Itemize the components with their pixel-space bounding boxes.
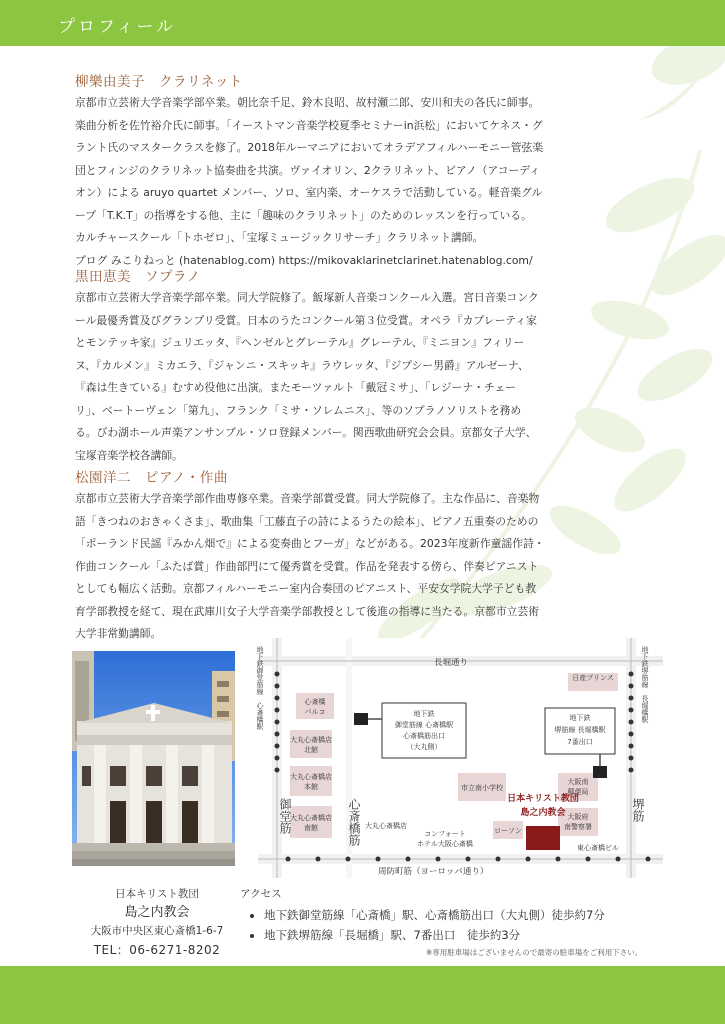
church-info: [62, 886, 252, 960]
profile-name: 黒田恵美 ソプラノ: [75, 269, 201, 285]
profile-line: 語「きつねのおきゃくさま」、歌曲集「工藤直子の詩によるうたの絵本」、ピアノ五重奏のための: [75, 514, 539, 528]
church-photo: [72, 651, 235, 866]
map-text: 堺筋線 長堀橋駅: [554, 726, 606, 734]
profile-line: 楽曲分析を佐竹裕介氏に師事。「イーストマン音楽学校夏季セミナーin浜松」においてケネス・グ: [75, 118, 543, 132]
access-item: • 地下鉄堺筋線「長堀橋」駅、7番出口 徒歩約3分: [264, 925, 680, 945]
access-item: • 地下鉄御堂筋線「心斎橋」駅、心斎橋筋出口（大丸側）徒歩約7分: [264, 905, 680, 925]
profile-line: カルチャースクール「トホゼロ」、「宝塚ミュージックリサーチ」クラリネット講師。: [75, 231, 484, 244]
map-text: 本館: [304, 783, 318, 791]
profile-line: 育学部教授を経て、現在武庫川女子大学音楽学部教授として後進の指導に当たる。京都市立芸術: [75, 604, 540, 618]
profile-line: 『森は生きている』むすめ役他に出演。またモーツァルト「戴冠ミサ」、「レジーナ・チェー: [75, 381, 517, 394]
map-text: 東心斎橋ビル: [577, 844, 619, 852]
profile-soprano: [75, 265, 635, 467]
map-text: 大丸心斎橋店: [290, 736, 332, 744]
header-bar: [0, 0, 725, 46]
profile-line: 京都市立芸術大学音楽学部卒業。同大学院修了。飯塚新人音楽コンクール入選。宮日音楽コンク: [75, 291, 539, 304]
church-tel: TEL：06-6271-8202: [93, 943, 221, 957]
map-text: 大阪府: [567, 813, 589, 821]
access-map: [258, 638, 663, 878]
profile-clarinet: [75, 70, 635, 272]
map-church-label: 日本キリスト教団: [507, 794, 579, 804]
map-church-label: 島之内教会: [520, 808, 566, 818]
map-block-daimaru-main: [290, 766, 332, 796]
map-text: 心斎橋筋出口: [403, 732, 445, 740]
map-text: 地下鉄御堂筋線 心斎橋駅: [256, 646, 264, 730]
map-text: ホテル大阪心斎橋: [417, 840, 473, 848]
profile-line: ヌ、『カルメン』ミカエラ、『ジャンニ・スキッキ』ラウレッタ、『ジプシー男爵』アルゼーナ、: [75, 358, 529, 372]
profile-line: 京都市立芸術大学音楽学部卒業。朝比奈千足、鈴木良昭、故村瀬二郎、安川和夫の各氏に師事。: [75, 96, 540, 109]
subway-exit-marker: [354, 713, 368, 725]
map-block-daimaru-south: [290, 806, 332, 838]
profile-body: [75, 488, 635, 646]
map-text: 地下鉄: [413, 710, 435, 718]
profile-line: ラント氏のマスタークラスを修了。2018年ルーマニアにおいてオラデアフィルハーモニー管弦楽: [75, 141, 544, 154]
map-text: ローソン: [494, 827, 522, 835]
map-label-nagahori: 長堀通り: [434, 658, 469, 668]
profile-name: 松園洋二 ピアノ・作曲: [75, 470, 228, 486]
map-text: 郵便局: [567, 788, 589, 796]
map-label-midosuji: 御堂筋: [278, 798, 292, 834]
map-text: 地下鉄: [569, 714, 591, 722]
profile-body: [75, 92, 635, 272]
profile-line: 団とフィンジのクラリネット協奏曲を共演。ヴァイオリン、2クラリネット、ピアノ（アコーディ: [75, 163, 541, 177]
map-text: 心斎橋: [304, 698, 326, 706]
access-section: [240, 886, 680, 957]
map-text: 御堂筋線 心斎橋駅: [394, 721, 454, 729]
profile-line: ブログ みこりねっと (hatenablog.com) https://mikovaklarinetclarinet.hatenablog.com/: [75, 253, 533, 267]
profile-line: 京都市立芸術大学音楽学部作曲専修卒業。音楽学部賞受賞。同大学院修了。主な作品に、音楽物: [75, 492, 540, 505]
parking-note: ※専用駐車場はございませんので最寄の駐車場をご利用下さい。: [426, 948, 643, 957]
subway-exit-marker: [593, 766, 607, 778]
map-label-shuhomachi: 周防町筋（ヨーロッパ通り）: [378, 867, 489, 877]
profile-name: 柳樂由美子 クラリネット: [75, 74, 243, 90]
profile-line: 作曲コンクール「ふたば賞」作曲部門にて優秀賞を受賞。作品を発表する傍ら、伴奏ピアニスト: [75, 559, 539, 573]
map-text: 日産プリンス: [572, 674, 614, 682]
map-text: パルコ: [304, 708, 326, 716]
access-heading: アクセス: [240, 888, 282, 900]
map-text: 大丸心斎橋店: [365, 822, 407, 830]
church-address: 大阪市中央区東心斎橋1-6-7: [90, 925, 224, 937]
profile-line: る。びわ湖ホール声楽アンサンブル・ソロ登録メンバー。関西歌曲研究会会員。京都女子大学、: [75, 426, 537, 439]
profile-line: リ」、ベートーヴェン「第九」、フランク「ミサ・ソレムニス」、等のソプラノソリストを務め: [75, 403, 522, 417]
map-label-shinsaibashisuji: 心斎橋筋: [347, 798, 361, 846]
map-text: 7番出口: [567, 738, 593, 746]
map-text: 大丸心斎橋店: [290, 773, 332, 781]
map-text: 南警察署: [564, 823, 592, 831]
map-text: コンフォート: [424, 830, 466, 838]
footer-bar: [0, 966, 725, 1024]
profile-line: 「ポーランド民謡『みかん畑で』による変奏曲とフーガ」などがある。2023年度新作童謡作詩・: [75, 537, 545, 550]
map-text: 南館: [304, 824, 318, 832]
church-marker: [526, 826, 560, 850]
profile-line: 宝塚音楽学校各講師。: [75, 448, 183, 462]
map-text: 大丸心斎橋店: [290, 814, 332, 822]
profile-line: 大学非常勤講師。: [75, 627, 162, 640]
map-label-sakaisuji: 堺筋: [631, 798, 645, 822]
profile-line: とモンテッキ家』ジュリエッタ、『ヘンゼルとグレーテル』グレーテル、『ミニヨン』フィリー: [75, 336, 525, 349]
map-text: （大丸側）: [406, 743, 442, 751]
page-title: プロフィール: [58, 17, 177, 37]
church-name: 島之内教会: [124, 905, 190, 920]
map-text: 大阪南: [567, 778, 589, 786]
map-text: 地下鉄堺筋線 長堀橋駅: [641, 646, 649, 723]
profile-line: オン）による aruyo quartet メンバー、ソロ、室内楽、オーケスラで活動している。軽音楽グル: [75, 186, 543, 199]
church-org: 日本キリスト教団: [115, 888, 199, 900]
map-text: 北館: [304, 746, 318, 754]
profile-piano: [75, 466, 635, 646]
profile-line: ープ「T.K.T」の指導をする他、主に「趣味のクラリネット」のためのレッスンを行っている。: [75, 208, 532, 222]
map-text: 市立南小学校: [461, 784, 503, 792]
profile-line: ール最優秀賞及びグランプリ受賞。日本のうたコンクール第３位受賞。オペラ『カプレーティ家: [75, 313, 537, 327]
profile-line: としても幅広く活動。京都フィルハーモニー室内合奏団のピアニスト、平安女学院大学子ども教: [75, 582, 537, 595]
profile-body: [75, 287, 635, 467]
access-list: [240, 905, 680, 945]
